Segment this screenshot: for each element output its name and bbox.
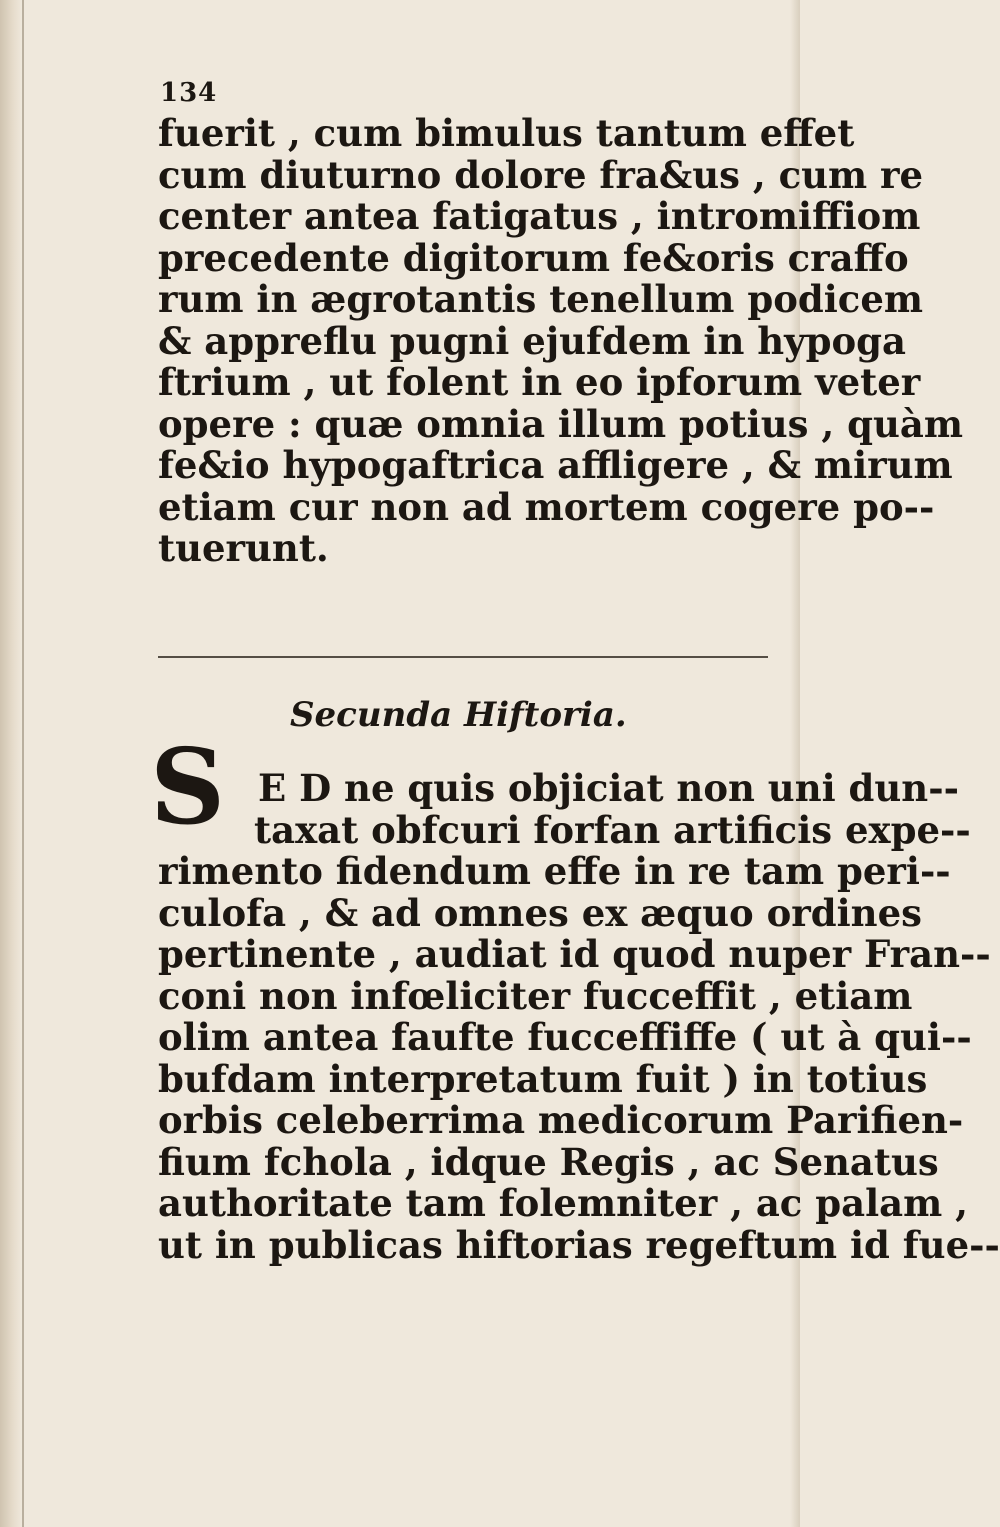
text-line: rimento fidendum effe in re tam peri-- [158, 849, 951, 893]
text-line: fuerit , cum bimulus tantum effet [158, 111, 855, 155]
text-line: opere : quæ omnia illum potius , quàm [158, 401, 963, 446]
text-line: bufdam interpretatum fuit ) in totius [158, 1056, 928, 1101]
section-divider [158, 656, 768, 658]
section-heading: Secunda Hiftoria. [290, 695, 627, 735]
text-line: rum in ægrotantis tenellum podicem [158, 277, 924, 321]
page-binding [0, 0, 22, 1527]
text-line: fe&io hypogaftrica affligere , & mirum [158, 443, 953, 487]
drop-cap: S [150, 725, 226, 848]
text-line: olim antea faufte fucceffiffe ( ut à qui-- [158, 1015, 972, 1059]
page-number: 134 [160, 78, 218, 108]
paragraph-continued [158, 111, 963, 570]
text-line: culofa , & ad omnes ex æquo ordines [158, 890, 922, 935]
text-line: fium fchola , idque Regis , ac Senatus [158, 1139, 939, 1184]
section-paragraph [158, 766, 1000, 1267]
text-line: cum diuturno dolore fra&us , cum re [158, 152, 924, 197]
text-line: tuerunt. [158, 526, 329, 570]
text-line: authoritate tam folemniter , ac palam , [158, 1181, 969, 1225]
text-line: taxat obfcuri forfan artificis expe-- [254, 807, 971, 852]
text-line: precedente digitorum fe&oris craffo [158, 235, 909, 280]
text-line: ut in publicas hiftorias regeftum id fue-- [158, 1222, 1000, 1267]
text-line: coni non infœliciter fucceffit , etiam [158, 973, 913, 1018]
text-line: pertinente , audiat id quod nuper Fran-- [158, 932, 991, 976]
text-line: center antea fatigatus , intromiffiom [158, 194, 921, 238]
binding-edge-line [22, 0, 24, 1527]
text-line: E D ne quis objiciat non uni dun-- [258, 766, 959, 810]
text-line: orbis celeberrima medicorum Parifien- [158, 1098, 964, 1142]
text-line: ftrium , ut folent in eo ipforum veter [158, 360, 921, 404]
text-line: etiam cur non ad mortem cogere po-- [158, 484, 935, 529]
text-line: & appreflu pugni ejufdem in hypoga [158, 318, 907, 363]
